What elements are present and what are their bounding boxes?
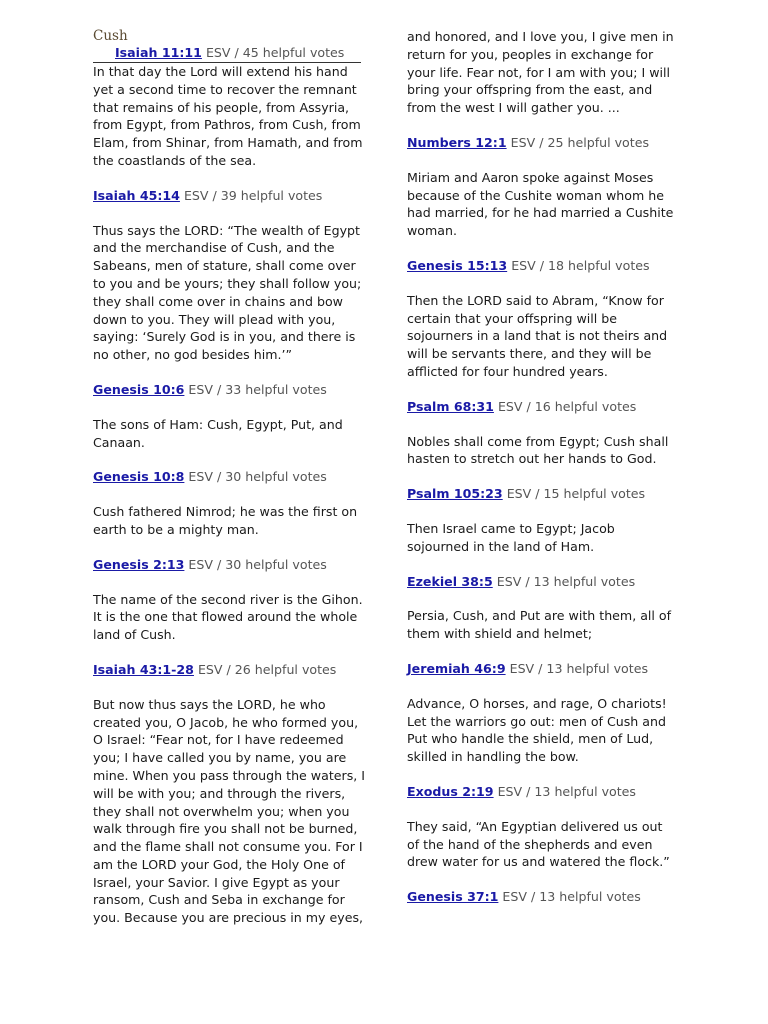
verse-reference — [93, 556, 365, 574]
vote-count: ESV / 30 helpful votes — [188, 556, 327, 572]
verse-link[interactable]: Genesis 10:8 — [93, 469, 185, 485]
verse-text: Advance, O horses, and rage, O chariots! Let the warriors go out: men of Cush and Put who handle the shield, men of Lud, skilled in handling the bow. — [407, 695, 667, 765]
verse-link[interactable]: Numbers 12:1 — [407, 134, 507, 150]
verse-reference — [93, 381, 365, 399]
verse-reference — [93, 45, 361, 63]
vote-count: ESV / 13 helpful votes — [509, 660, 648, 676]
vote-count: ESV / 13 helpful votes — [497, 783, 636, 799]
verse-reference — [407, 485, 675, 503]
verse-text: Nobles shall come from Egypt; Cush shall hasten to stretch out her hands to God. — [407, 433, 669, 467]
verse-text: Persia, Cush, and Put are with them, all of them with shield and helmet; — [407, 608, 672, 642]
vote-count: ESV / 16 helpful votes — [497, 398, 637, 414]
vote-count: ESV / 33 helpful votes — [188, 381, 327, 397]
right-column — [407, 28, 675, 906]
verse-link[interactable]: Psalm 105:23 — [407, 486, 503, 502]
verse-text: They said, “An Egyptian delivered us out of the hand of the shepherds and even drew water for us and watered the flock.” — [407, 818, 670, 870]
vote-count: ESV / 39 helpful votes — [183, 187, 323, 203]
left-column — [93, 28, 365, 944]
verse-reference — [93, 187, 365, 205]
verse-text: Miriam and Aaron spoke against Moses because of the Cushite woman whom he had married, for he had married a Cushite woman. — [407, 169, 674, 239]
verse-reference — [407, 134, 675, 152]
verse-link[interactable]: Ezekiel 38:5 — [407, 573, 493, 589]
vote-count: ESV / 13 helpful votes — [496, 573, 636, 589]
vote-count: ESV / 25 helpful votes — [510, 134, 650, 150]
verse-link[interactable]: Isaiah 43:1-28 — [93, 661, 194, 677]
vote-count: ESV / 18 helpful votes — [511, 257, 650, 273]
verse-text-continued: and honored, and I love you, I give men in return for you, peoples in exchange for your life. Fear not, for I am with you; I will bring your offspring from the east, and from the west I will gather you. ... — [407, 29, 674, 116]
verse-reference — [93, 661, 365, 679]
verse-link[interactable]: Isaiah 11:11 — [115, 45, 202, 60]
verse-text: The name of the second river is the Gihon. It is the one that flowed around the whole land of Cush. — [93, 591, 363, 643]
verse-reference — [93, 468, 365, 486]
verse-reference — [407, 573, 675, 591]
verse-reference — [407, 257, 675, 275]
verse-link[interactable]: Exodus 2:19 — [407, 783, 494, 799]
verse-text: But now thus says the LORD, he who created you, O Jacob, he who formed you, O Israel: “Fear not, for I have redeemed you; I have called you by name, you are mine. When you pass through the waters, I will be with you; and through the rivers, they shall not overwhelm you; when you walk through fire you shall not be burned, and the flame shall not consume you. For I am the LORD your God, the Holy One of Israel, your Savior. I give Egypt as your ransom, Cush and Seba in exchange for you. Because you are precious in my eyes, — [93, 696, 365, 926]
verse-reference — [407, 783, 675, 801]
verse-text: Thus says the LORD: “The wealth of Egypt and the merchandise of Cush, and the Sabeans, men of stature, shall come over to you and be yours; they shall follow you; they shall come over in chains and bow down to you. They will plead with you, saying: ‘Surely God is in you, and there is no other, no god besides him.’” — [93, 222, 362, 363]
vote-count: ESV / 13 helpful votes — [502, 889, 641, 905]
verse-text: Cush fathered Nimrod; he was the first on earth to be a mighty man. — [93, 504, 358, 537]
verse-text: Then the LORD said to Abram, “Know for certain that your offspring will be sojourners in a land that is not theirs and will be servants there, and they will be afflicted for four hundred years. — [407, 292, 668, 379]
verse-link[interactable]: Genesis 10:6 — [93, 381, 185, 397]
verse-text: Then Israel came to Egypt; Jacob sojourned in the land of Ham. — [407, 520, 615, 554]
vote-count: ESV / 26 helpful votes — [197, 661, 337, 677]
verse-link[interactable]: Genesis 15:13 — [407, 257, 508, 273]
verse-link[interactable]: Genesis 37:1 — [407, 889, 499, 905]
verse-text: In that day the Lord will extend his hand yet a second time to recover the remnant that remains of his people, from Assyria, from Egypt, from Pathros, from Cush, from Elam, from Shinar, from Hamath, and from the coastlands of the sea. — [93, 64, 363, 168]
verse-reference — [407, 660, 675, 678]
vote-count: ESV / 15 helpful votes — [506, 486, 646, 502]
verse-text: The sons of Ham: Cush, Egypt, Put, and Canaan. — [93, 416, 343, 450]
verse-link[interactable]: Psalm 68:31 — [407, 398, 494, 414]
vote-count: ESV / 45 helpful votes — [205, 45, 345, 60]
verse-link[interactable]: Jeremiah 46:9 — [407, 660, 506, 676]
vote-count: ESV / 30 helpful votes — [188, 469, 327, 485]
verse-link[interactable]: Genesis 2:13 — [93, 556, 185, 572]
page-title: Cush — [93, 28, 128, 44]
verse-link[interactable]: Isaiah 45:14 — [93, 187, 180, 203]
verse-reference — [407, 398, 675, 416]
verse-reference — [407, 888, 675, 906]
